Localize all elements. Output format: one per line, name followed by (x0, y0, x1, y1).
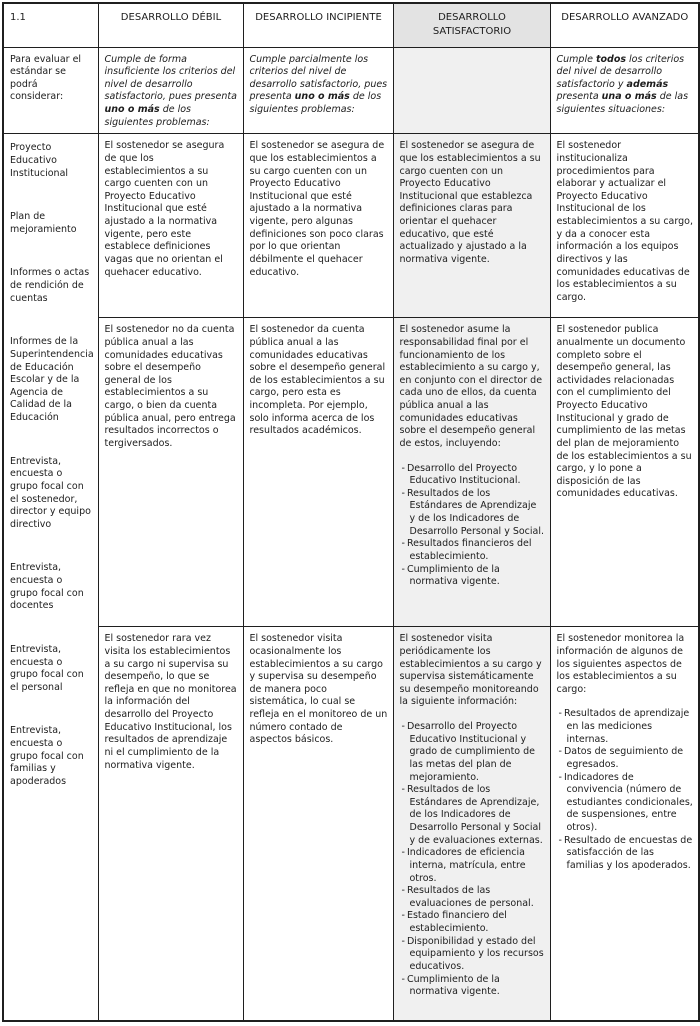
cell-incipiente-row3 (243, 627, 393, 1021)
criteria-debil: Cumple de forma insuficiente los criterios del nivel de desarrollo satisfactorio, pues presenta uno o más de los siguientes problemas: (98, 47, 243, 134)
cell-debil-row2 (98, 318, 243, 627)
cell-text: El sostenedor institucionaliza procedimientos para elaborar y actualizar el Proyecto Educativo Institucional de los establecimientos a su cargo, y da a conocer esta información a los equipos directivos y las comunidades educativas de los establecimientos a su cargo. (556, 140, 693, 303)
criteria-left-label: Para evaluar el estándar se podrá considerar: (3, 47, 98, 134)
bullet-list: - Desarrollo del Proyecto Educativo Institucional y grado de cumplimiento de las metas del plan de mejoramiento. - Resultados de los Estándares de Aprendizaje, de los Indicadores de Desarrollo Personal y Social y de evaluaciones externas. - Indicadores de eficiencia interna, matrícula, entre otros. - Resultados de las evaluaciones de personal. - Estado financiero del establecimiento. - Disponibilidad y estado del equipamiento y los recursos educativos. - Cumplimiento de la normativa vigente. (400, 721, 545, 999)
criteria-satisfactorio-empty (393, 47, 550, 134)
criteria-row (3, 47, 699, 134)
cell-text: El sostenedor publica anualmente un documento completo sobre el desempeño general, las actividades relacionadas con el cumplimiento del Proyecto Educativo Institucional y grado de cumplimiento de las metas del plan de mejoramiento de los establecimientos a su cargo, y lo pone a disposición de las comunidades educativas. (556, 324, 692, 500)
cell-text: El sostenedor se asegura de que los establecimientos a su cargo cuenten con un Proyecto Educativo Institucional que establezca definiciones claras para orientar el quehacer educativo, que esté actualizado y ajustado a la normativa vigente. (399, 140, 541, 265)
bullet-list: - Resultados de aprendizaje en las mediciones internas. - Datos de seguimiento de egresados. - Indicadores de convivencia (número de estudiantes condicionales, de suspensiones, entre otros). - Resultado de encuestas de satisfacción de las familias y los apoderados. (557, 708, 694, 872)
cell-text: El sostenedor visita ocasionalmente los establecimientos a su cargo y supervisa su desempeño de manera poco sistemática, lo cual se refleja en el monitoreo de un número contado de aspectos básicos. (249, 633, 388, 746)
cell-incipiente-row2 (243, 318, 393, 627)
header-desarrollo-satisfactorio: DESARROLLO SATISFACTORIO (393, 3, 550, 47)
cell-debil-row3 (98, 627, 243, 1021)
cell-text: El sostenedor visita periódicamente los establecimientos a su cargo y supervisa sistemáticamente su desempeño monitoreando la siguiente información: (399, 633, 542, 708)
body-row-2 (3, 318, 699, 627)
cell-debil-row1 (98, 134, 243, 318)
sources-list: Proyecto Educativo Institucional Plan de mejoramiento Informes o actas de rendición de cuentas Informes de la Superintendencia de Educación Escolar y de la Agencia de Calidad de la Educación Entrevista, encuesta o grupo focal con el sostenedor, director y equipo directivo Entrevista, encuesta o grupo focal con docentes Entrevista, encuesta o grupo focal con el personal Entrevista, encuesta o grupo focal con familias y apoderados (10, 142, 94, 787)
header-desarrollo-avanzado: DESARROLLO AVANZADO (550, 3, 699, 47)
cell-incipiente-row1 (243, 134, 393, 318)
cell-avanzado-row3 (550, 627, 699, 1021)
header-desarrollo-incipiente: DESARROLLO INCIPIENTE (243, 3, 393, 47)
sources-cell (3, 134, 98, 1021)
cell-avanzado-row2 (550, 318, 699, 627)
cell-satisfactorio-row1 (393, 134, 550, 318)
cell-text: El sostenedor se asegura de que los establecimientos a su cargo cuenten con un Proyecto Educativo Institucional que esté ajustado a la normativa vigente, pero este establece definiciones vagas que no orientan el quehacer educativo. (104, 140, 225, 278)
cell-satisfactorio-row3 (393, 627, 550, 1021)
cell-text: El sostenedor da cuenta pública anual a las comunidades educativas sobre el desempeño general de los establecimientos a su cargo, pero esta es incompleta. Por ejemplo, solo informa acerca de los resultados académicos. (249, 324, 386, 437)
cell-text: El sostenedor se asegura de que los establecimientos a su cargo cuenten con un Proyecto Educativo Institucional que esté ajustado a la normativa vigente, pero algunas definiciones son poco claras por lo que orientan débilmente el quehacer educativo. (249, 140, 385, 278)
cell-text: El sostenedor no da cuenta pública anual a las comunidades educativas sobre el desempeño general de los establecimientos a su cargo, o bien da cuenta pública anual, pero entrega resultados incorrectos o tergiversados. (104, 324, 236, 449)
cell-text: El sostenedor monitorea la información de algunos de los siguientes aspectos de los establecimientos a su cargo: (556, 633, 685, 695)
cell-text: El sostenedor rara vez visita los establecimientos a su cargo ni supervisa su desempeño, lo que se refleja en que no monitorea la información del desarrollo del Proyecto Educativo Institucional, los resultados de aprendizaje ni el cumplimiento de la normativa vigente. (104, 633, 237, 771)
header-desarrollo-debil: DESARROLLO DÉBIL (98, 3, 243, 47)
criteria-incipiente: Cumple parcialmente los criterios del nivel de desarrollo satisfactorio, pues presenta uno o más de los siguientes problemas: (243, 47, 393, 134)
header-row (3, 3, 699, 47)
cell-satisfactorio-row2 (393, 318, 550, 627)
bullet-list: - Desarrollo del Proyecto Educativo Institucional. - Resultados de los Estándares de Aprendizaje y de los Indicadores de Desarrollo Personal y Social. - Resultados financieros del establecimiento. - Cumplimiento de la normativa vigente. (400, 463, 545, 589)
body-row-3 (3, 627, 699, 1021)
criteria-avanzado: Cumple todos los criterios del nivel de desarrollo satisfactorio y además presenta una o más de las siguientes situaciones: (550, 47, 699, 134)
standard-code: 1.1 (3, 3, 98, 47)
cell-text: El sostenedor asume la responsabilidad final por el funcionamiento de los establecimiento a su cargo y, en conjunto con el director de cada uno de ellos, da cuenta pública anual a las comunidades educativas sobre el desempeño general de estos, incluyendo: (399, 324, 543, 449)
rubric-table (2, 2, 700, 1022)
cell-avanzado-row1 (550, 134, 699, 318)
body-row-1 (3, 134, 699, 318)
